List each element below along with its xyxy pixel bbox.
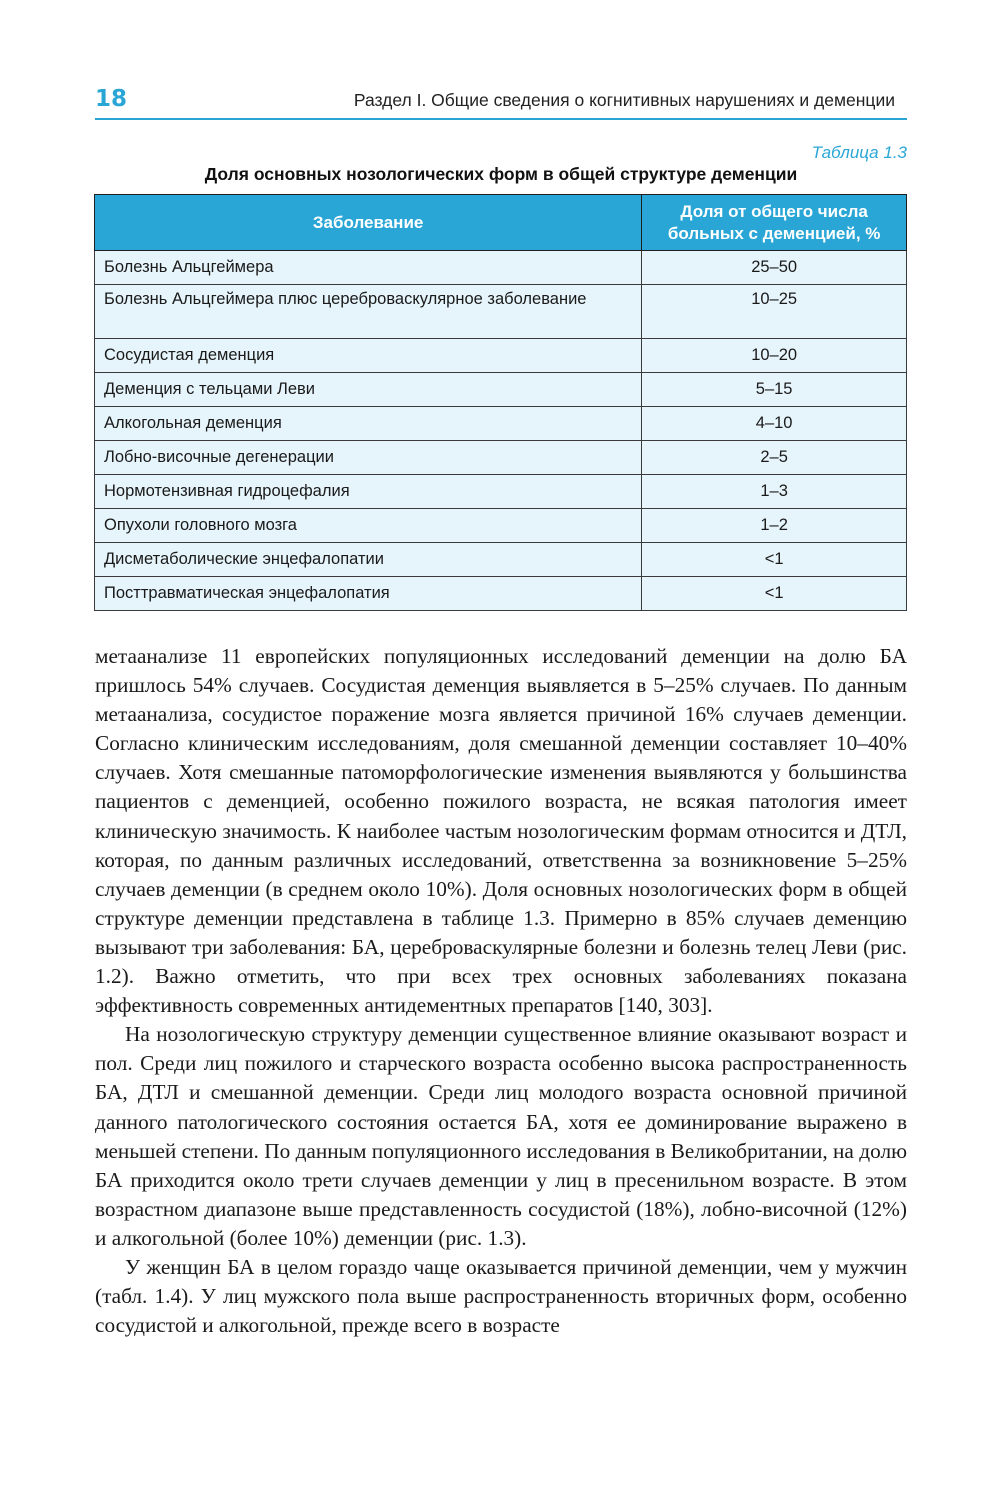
paragraph: На нозологическую структуру деменции существенное влияние оказывают возраст и пол. Среди лиц пожилого и старческого возраста особенно высока распространенность БА, ДТЛ и смешанной деменции. Среди лиц молодого возраста основной причиной данного патологического состояния остается БА, хотя ее доминирование выражено в меньшей степени. По данным популяционного исследования в Великобритании, на долю БА приходится около трети случаев деменции у лиц в пресенильном возрасте. В этом возрастном диапазоне выше представленность сосудистой (18%), лобно-височной (12%) и алкогольной (более 10%) деменции (рис. 1.3). xyxy=(95,1022,907,1250)
disease-cell: Сосудистая деменция xyxy=(95,339,642,373)
share-cell: 1–2 xyxy=(642,509,907,543)
disease-cell: Нормотензивная гидроцефалия xyxy=(95,475,642,509)
disease-cell: Болезнь Альцгеймера xyxy=(95,251,642,285)
share-cell: 10–25 xyxy=(642,285,907,339)
table-row xyxy=(95,475,907,509)
page-header xyxy=(95,84,907,120)
share-cell: 5–15 xyxy=(642,373,907,407)
paragraph: У женщин БА в целом гораздо чаще оказывается причиной деменции, чем у мужчин (табл. 1.4). У лиц мужского пола выше распространенность вторичных форм, особенно сосудистой и алкогольной, прежде всего в возрасте xyxy=(95,1254,907,1338)
column-header-share: Доля от общего числа больных с деменцией, % xyxy=(642,195,907,251)
disease-cell: Лобно-височные дегенерации xyxy=(95,441,642,475)
table-row xyxy=(95,407,907,441)
table-row xyxy=(95,339,907,373)
disease-cell: Болезнь Альцгеймера плюс цереброваскулярное заболевание xyxy=(95,285,642,339)
table-row xyxy=(95,373,907,407)
body-text xyxy=(95,642,907,1340)
share-cell: 1–3 xyxy=(642,475,907,509)
table-row xyxy=(95,577,907,611)
running-title: Раздел I. Общие сведения о когнитивных нарушениях и деменции xyxy=(353,90,895,110)
paragraph: метаанализе 11 европейских популяционных исследований деменции на долю БА пришлось 54% случаев. Сосудистая деменция выявляется в 5–25% случаев. По данным метаанализа, сосудистое поражение мозга является причиной 16% случаев деменции. Согласно клиническим исследованиям, доля смешанной деменции составляет 10–40% случаев. Хотя смешанные патоморфологические изменения выявляются у большинства пациентов с деменцией, особенно пожилого возраста, не всякая патология имеет клиническую значимость. К наиболее частым нозологическим формам относится и ДТЛ, которая, по данным различных исследований, ответственна за возникновение 5–25% случаев деменции (в среднем около 10%). Доля основных нозологических форм в общей структуре деменции представлена в таблице 1.3. Примерно в 85% случаев деменцию вызывают три заболевания: БА, цереброваскулярные болезни и болезнь телец Леви (рис. 1.2). Важно отметить, что при всех трех основных заболеваниях показана эффективность современных антидементных препаратов [140, 303]. xyxy=(95,644,907,1018)
table-row xyxy=(95,251,907,285)
page-number: 18 xyxy=(95,86,128,112)
disease-cell: Деменция с тельцами Леви xyxy=(95,373,642,407)
share-cell: 4–10 xyxy=(642,407,907,441)
disease-cell: Опухоли головного мозга xyxy=(95,509,642,543)
share-cell: <1 xyxy=(642,577,907,611)
table-row xyxy=(95,441,907,475)
share-cell: 10–20 xyxy=(642,339,907,373)
share-cell: <1 xyxy=(642,543,907,577)
disease-cell: Алкогольная деменция xyxy=(95,407,642,441)
table-number: Таблица 1.3 xyxy=(811,143,907,162)
dementia-share-table xyxy=(94,194,907,611)
table-row xyxy=(95,509,907,543)
share-cell: 25–50 xyxy=(642,251,907,285)
column-header-disease: Заболевание xyxy=(95,195,642,251)
disease-cell: Дисметаболические энцефалопатии xyxy=(95,543,642,577)
table-row xyxy=(95,285,907,339)
table-header-row xyxy=(95,195,907,251)
table-title: Доля основных нозологических форм в общей структуре деменции xyxy=(204,164,798,184)
table-row xyxy=(95,543,907,577)
disease-cell: Посттравматическая энцефалопатия xyxy=(95,577,642,611)
share-cell: 2–5 xyxy=(642,441,907,475)
